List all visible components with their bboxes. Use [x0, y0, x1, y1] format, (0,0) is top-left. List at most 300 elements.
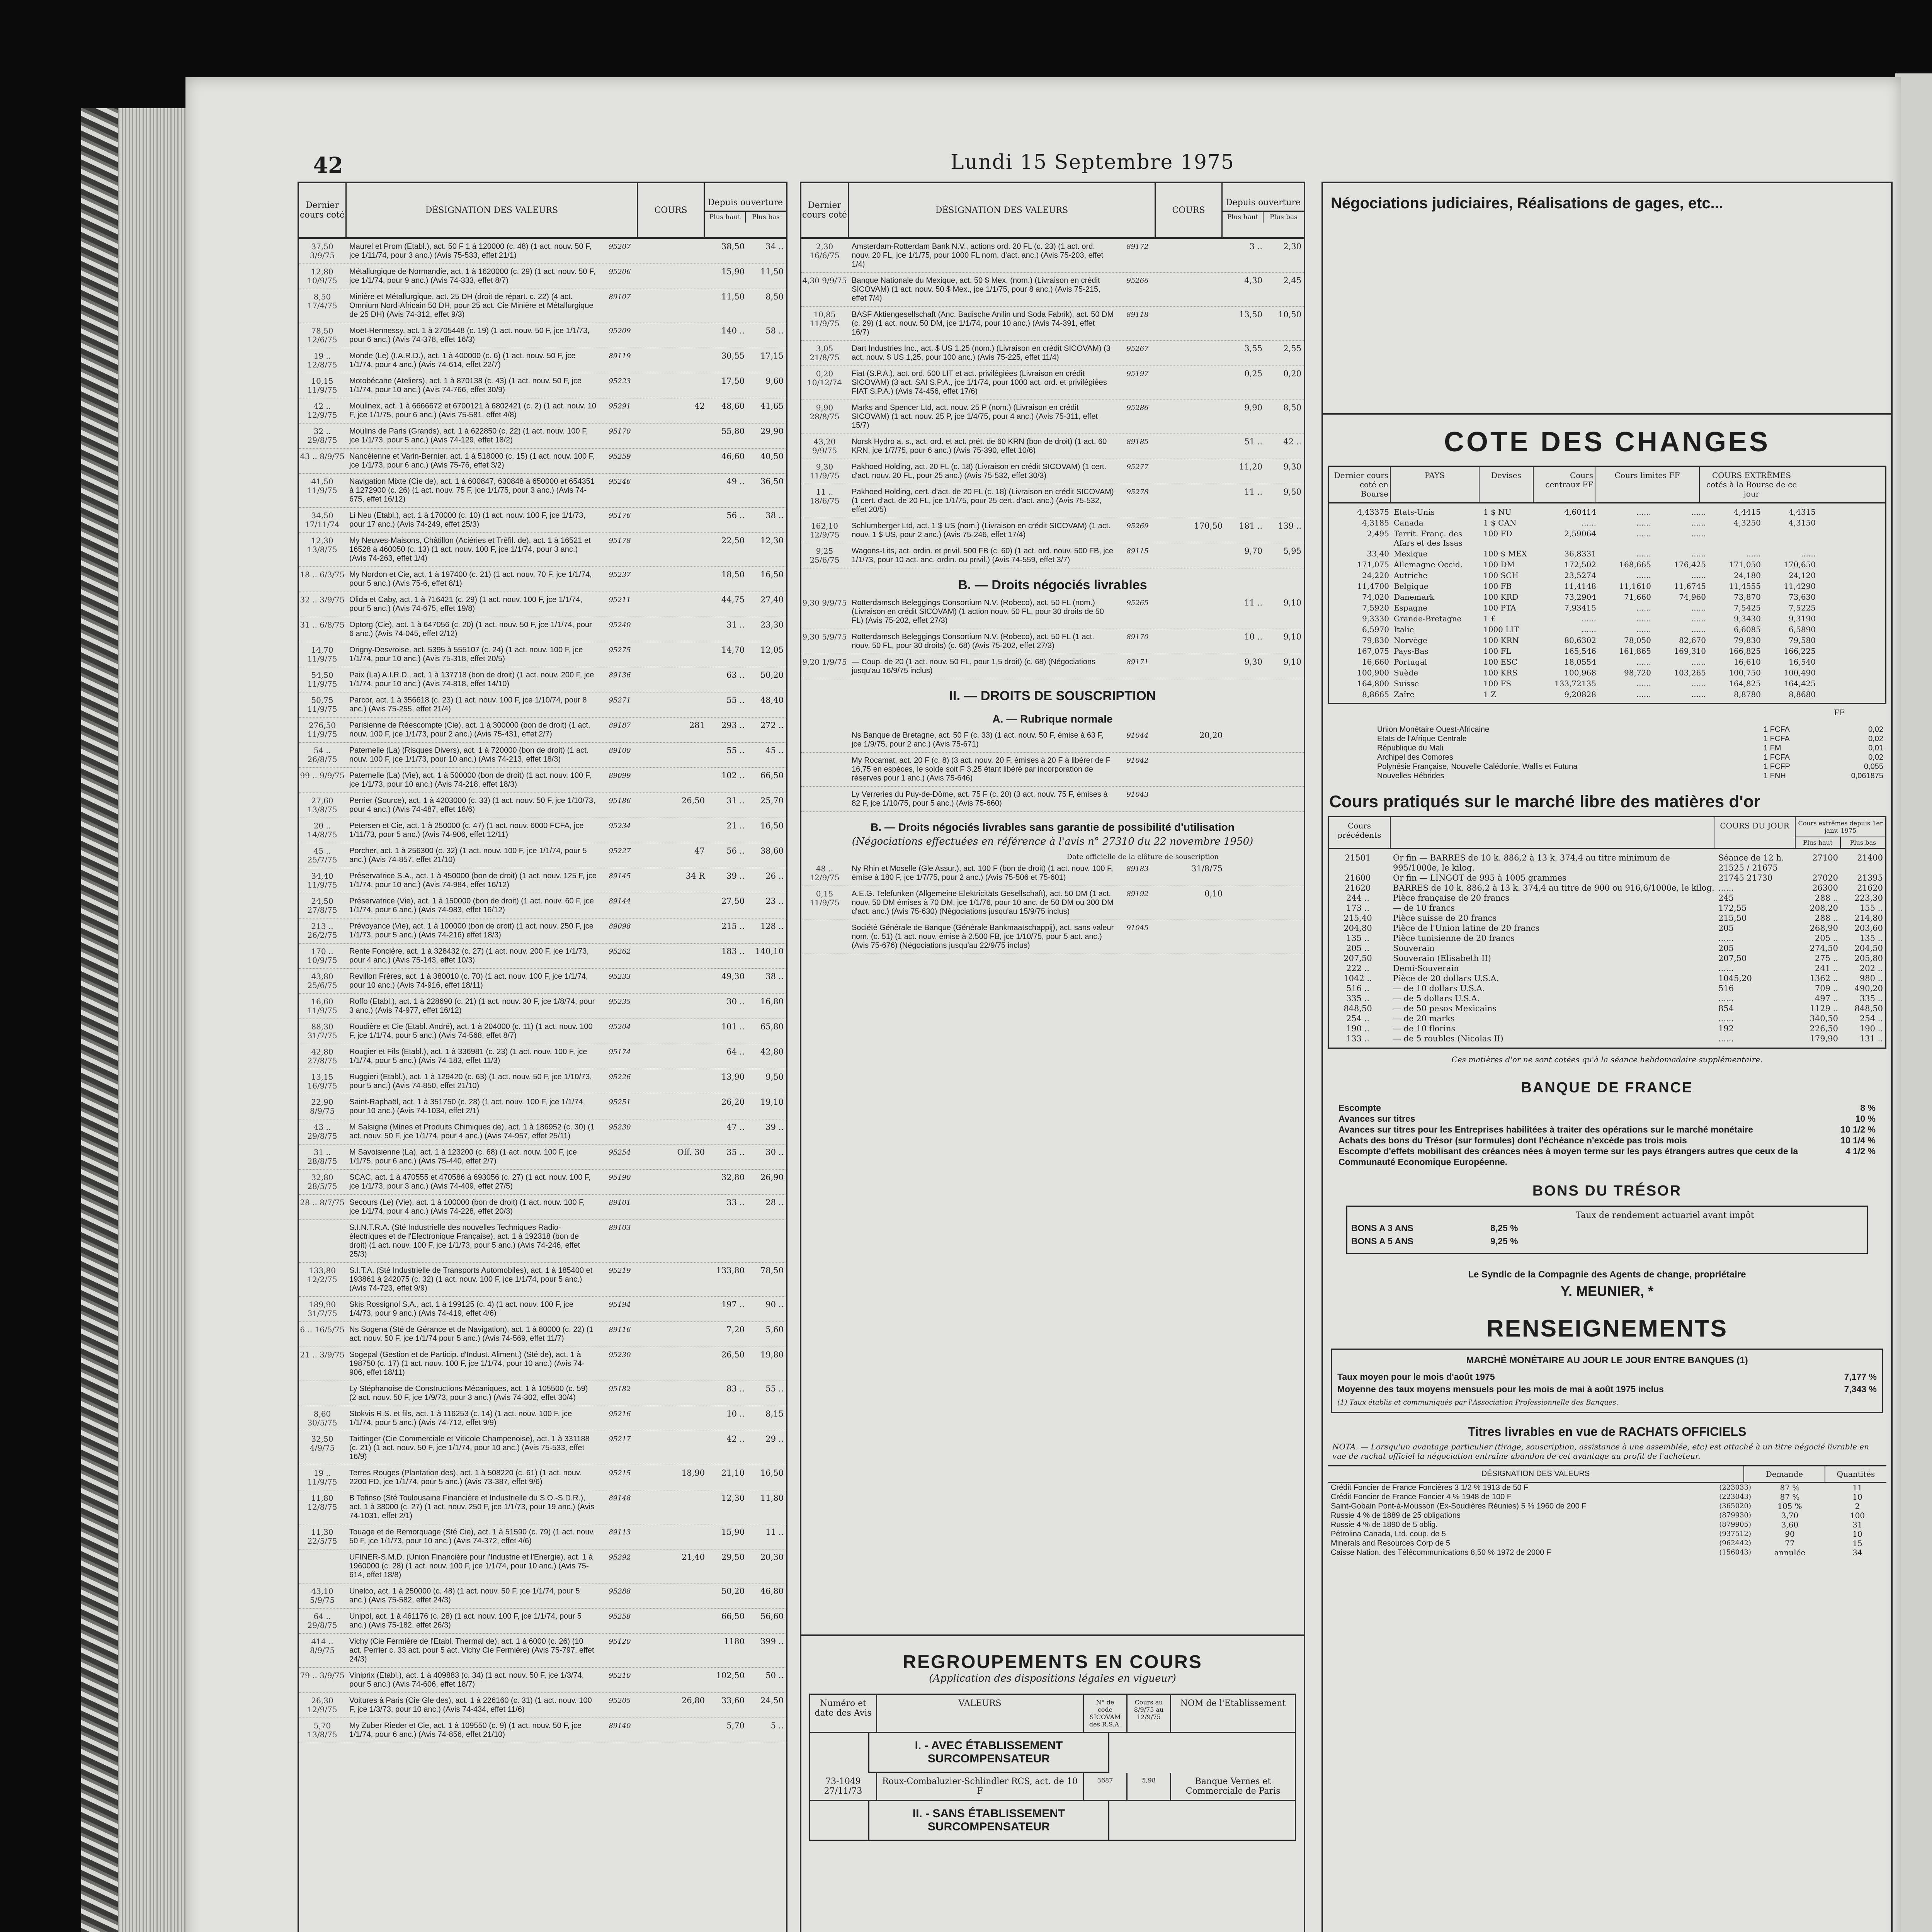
column-b-rows-souscription — [801, 728, 1304, 812]
security-code: 95267 — [1126, 345, 1149, 353]
gold-previous: 205 .. — [1346, 944, 1370, 953]
current-price — [639, 1350, 708, 1377]
table-row — [801, 787, 1304, 812]
last-price-date: 54 .. 26/8/75 — [307, 746, 337, 764]
table-row — [299, 1524, 786, 1549]
cfa-zone: République du Mali — [1377, 744, 1444, 752]
last-price-date: 213 .. 26/2/75 — [307, 922, 337, 940]
last-price-date: 0,20 10/12/74 — [807, 369, 842, 387]
gold-previous: 21600 — [1345, 873, 1371, 883]
bdf-rate-row — [1338, 1124, 1876, 1135]
current-price: 21,40 — [681, 1553, 705, 1562]
low-price: 9,10 — [1283, 598, 1301, 607]
table-row — [299, 1170, 786, 1195]
table-row — [299, 474, 786, 508]
current-price — [639, 377, 708, 395]
changes-limit-high: ...... — [1691, 679, 1706, 688]
low-price: 25,70 — [760, 796, 784, 805]
low-price: 34 .. — [765, 242, 784, 251]
current-price — [639, 267, 708, 285]
security-code: 89187 — [609, 721, 631, 730]
gold-high: 288 .. — [1815, 893, 1838, 903]
high-price: 15,90 — [721, 267, 745, 276]
bdf-rate-value: 10 % — [1855, 1114, 1876, 1124]
current-price — [1157, 310, 1226, 337]
cfa-zone: Nouvelles Hébrides — [1377, 772, 1444, 780]
header-cours: COURS — [638, 183, 705, 237]
high-price: 15,90 — [721, 1527, 745, 1537]
gold-previous: 21501 — [1345, 853, 1371, 862]
gold-low: 21400 — [1857, 853, 1883, 862]
rachat-quantite: 15 — [1852, 1539, 1862, 1548]
changes-row — [1329, 548, 1885, 559]
rachats-rows — [1323, 1483, 1891, 1557]
rachat-quantite: 31 — [1852, 1520, 1862, 1529]
changes-limit-low: ...... — [1636, 529, 1651, 538]
table-row — [801, 459, 1304, 484]
gold-row — [1329, 903, 1885, 913]
last-price-date: 42,80 27/8/75 — [307, 1047, 337, 1065]
table-row — [299, 843, 786, 868]
table-row — [299, 1322, 786, 1347]
security-code: 95275 — [609, 646, 631, 654]
changes-country: Etats-Unis — [1394, 507, 1435, 517]
or-rows — [1329, 849, 1885, 1048]
last-price-date: 64 .. 29/8/75 — [307, 1612, 337, 1630]
rachat-code: (156043) — [1719, 1548, 1751, 1556]
high-price: 9,30 — [1244, 657, 1262, 667]
gold-row — [1329, 933, 1885, 943]
changes-limit-low: ...... — [1636, 625, 1651, 634]
bdf-rate-row — [1338, 1102, 1876, 1113]
last-price-date: 2,30 16/6/75 — [810, 242, 840, 260]
high-price: 49,30 — [721, 972, 745, 981]
low-price: 5,60 — [765, 1325, 784, 1334]
last-price-date: 32 .. 29/8/75 — [307, 427, 337, 445]
current-price — [639, 1721, 708, 1739]
changes-currency: 100 $ MEX — [1483, 549, 1527, 558]
current-price — [1157, 403, 1226, 430]
security-designation: B Tofinso (Sté Toulousaine Financière et Industrielle du S.O.-S.D.R.), act. 1 à 38000 (c. 27) (1 act. nouv. 250 F, jce 1/1/73, pour 19 anc.) (Avis 74-1031, effet 2/1) — [349, 1494, 595, 1520]
rachat-code: (365020) — [1719, 1502, 1751, 1510]
changes-row — [1329, 689, 1885, 700]
changes-limit-low: ...... — [1636, 657, 1651, 667]
last-price-date: 276,50 11/9/75 — [307, 721, 337, 739]
security-code: 89170 — [1126, 633, 1149, 641]
low-price: 16,50 — [760, 1468, 784, 1478]
low-price: 10,50 — [1278, 310, 1301, 319]
rachats-header — [1328, 1465, 1886, 1483]
table-row — [299, 1195, 786, 1220]
security-designation: Voitures à Paris (Cie Gle des), act. 1 à 226160 (c. 31) (1 act. nouv. 100 F, jce 1/3/73, pour 10 anc.) (Avis 74-434, effet 11/6) — [349, 1696, 592, 1714]
rachat-quantite: 100 — [1850, 1511, 1865, 1520]
table-row — [299, 449, 786, 474]
changes-limit-high: ...... — [1691, 507, 1706, 517]
changes-extreme-high: 73,870 — [1734, 592, 1761, 602]
current-price — [639, 452, 708, 470]
changes-country: Suisse — [1394, 679, 1419, 688]
current-price — [639, 1073, 708, 1090]
header-plus-haut: Plus haut — [1223, 212, 1264, 223]
current-price — [639, 646, 708, 663]
high-price: 9,90 — [1244, 403, 1262, 412]
security-code: 95269 — [1126, 522, 1149, 530]
current-price: 47 — [694, 846, 705, 855]
column-a-header — [299, 183, 786, 239]
security-code: 89140 — [609, 1722, 631, 1730]
security-designation: UFINER-S.M.D. (Union Financière pour l'Industrie et l'Energie), act. 1 à 1960000 (c. 28) (1 act. nouv. 100 F, jce 1/1/74, pour 10 anc.) (Avis 75-614, effet 18/8) — [349, 1553, 593, 1579]
changes-extreme-high: 24,180 — [1734, 571, 1761, 580]
low-price: 2,55 — [1283, 344, 1301, 353]
current-price — [639, 477, 708, 504]
cfa-rows — [1377, 725, 1883, 781]
changes-limit-low: 161,865 — [1619, 646, 1651, 656]
table-row — [299, 289, 786, 323]
rachat-demande: 87 % — [1780, 1483, 1800, 1492]
reg-row-nom: Banque Vernes et Commerciale de Paris — [1185, 1777, 1281, 1796]
gold-high: 241 .. — [1815, 964, 1838, 973]
rachat-code: (879930) — [1719, 1511, 1751, 1519]
gold-high: 274,50 — [1810, 944, 1838, 953]
current-price: 0,10 — [1204, 889, 1223, 898]
last-price-date: 189,90 31/7/75 — [307, 1300, 337, 1318]
current-price — [1157, 633, 1226, 650]
gold-low: 214,80 — [1854, 913, 1883, 923]
high-price — [1226, 923, 1265, 950]
changes-last: 4,43375 — [1357, 507, 1389, 517]
column-a-securities — [298, 182, 787, 1932]
changes-central: 4,60414 — [1564, 507, 1596, 517]
low-price: 42,80 — [760, 1047, 784, 1056]
bons-table — [1346, 1206, 1868, 1254]
low-price: 20,30 — [760, 1553, 784, 1562]
changes-central: 100,968 — [1564, 668, 1596, 677]
gold-row — [1329, 1014, 1885, 1024]
gold-high: 288 .. — [1815, 913, 1838, 923]
security-code: 89118 — [1126, 311, 1149, 319]
high-price: 13,50 — [1239, 310, 1262, 319]
rachat-demande: 3,60 — [1781, 1520, 1799, 1529]
rachats-head-demande: Demande — [1744, 1466, 1825, 1482]
changes-last: 74,020 — [1362, 592, 1389, 602]
table-row — [299, 1347, 786, 1381]
bdf-rate-label: Avances sur titres pour les Entreprises habilitées à traiter des opérations sur le marché monétaire — [1338, 1124, 1753, 1134]
table-row — [801, 434, 1304, 459]
current-price — [1157, 547, 1226, 565]
security-code: 95277 — [1126, 463, 1149, 471]
last-price-date: 34,50 17/11/74 — [305, 511, 340, 529]
security-code: 95262 — [609, 947, 631, 956]
last-price-date: 9,30 11/9/75 — [810, 462, 840, 480]
section-droits-sans-garantie: B. — Droits négociés livrables sans garantie de possibilité d'utilisation — [871, 821, 1235, 833]
security-designation: Unelco, act. 1 à 250000 (c. 48) (1 act. nouv. 50 F, jce 1/1/74, pour 5 anc.) (Avis 75-582, effet 24/3) — [349, 1587, 580, 1604]
gold-row — [1329, 943, 1885, 953]
last-price-date: 27,60 13/8/75 — [307, 796, 337, 814]
table-row — [299, 398, 786, 423]
high-price: 48,60 — [721, 401, 745, 411]
gold-item: Demi-Souverain — [1393, 964, 1459, 973]
table-row — [299, 944, 786, 969]
last-price-date: 12,30 13/8/75 — [307, 536, 337, 554]
rachat-row — [1328, 1502, 1886, 1511]
changes-extreme-low: 24,120 — [1789, 571, 1816, 580]
table-row — [299, 567, 786, 592]
changes-extreme-high: ...... — [1746, 549, 1761, 558]
gold-today: 205 — [1718, 944, 1734, 953]
bdf-rate-value: 10 1/2 % — [1840, 1124, 1876, 1134]
security-designation: Vichy (Cie Fermière de l'Etabl. Thermal de), act. 1 à 6000 (c. 26) (10 act. Perrier c. 33 act. pour 5 act. Vichy Cie Fermière) (Avis 75-797, effet 24/3) — [349, 1637, 594, 1663]
current-price — [1157, 242, 1226, 269]
last-price-date: 9,30 5/9/75 — [802, 632, 847, 641]
changes-row — [1329, 517, 1885, 528]
low-price: 5 .. — [770, 1721, 784, 1730]
gold-today: ...... — [1718, 964, 1734, 973]
current-price — [639, 1022, 708, 1040]
current-price: 26,80 — [681, 1696, 705, 1705]
changes-table — [1328, 466, 1886, 704]
banque-de-france-rows — [1323, 1102, 1891, 1167]
security-designation: Rotterdamsch Beleggings Consortium N.V. (Robeco), act. 50 FL (1 act. nouv. 50 FL, pour 30 droits) (c. 68) (Avis 75-202, effet 27/3) — [852, 633, 1094, 650]
low-price: 8,15 — [765, 1409, 784, 1418]
changes-last: 2,495 — [1367, 529, 1389, 538]
high-price: 26,20 — [721, 1097, 745, 1107]
security-code: 95197 — [1126, 370, 1149, 378]
last-price-date: 99 .. 9/9/75 — [300, 771, 345, 780]
current-price — [1157, 923, 1226, 950]
low-price: 23,30 — [760, 620, 784, 629]
security-designation: Fiat (S.P.A.), act. ord. 500 LIT et act. privilégiées (Livraison en crédit SICOVAM) (3 act. SAI S.P.A., jce 1/1/74, pour 1000 act. ord. et privilégiées FIAT S.P.A.) (Avis 74-456, effet 17/6) — [852, 369, 1107, 396]
low-price: 46,80 — [760, 1587, 784, 1596]
last-price-date — [801, 731, 848, 749]
current-price — [639, 570, 708, 588]
high-price: 31 .. — [726, 796, 745, 805]
current-price: 42 — [694, 401, 705, 411]
cfa-zone: Union Monétaire Ouest-Africaine — [1377, 725, 1490, 734]
changes-limit-high: 74,960 — [1679, 592, 1706, 602]
rachat-quantite: 10 — [1852, 1492, 1862, 1502]
table-row — [299, 642, 786, 667]
gold-high: 1129 .. — [1810, 1004, 1838, 1013]
security-designation: Préservatrice (Vie), act. 1 à 150000 (bon de droit) (1 act. nouv. 60 F, jce 1/1/74, pour 6 anc.) (Avis 74-983, effet 16/12) — [349, 897, 594, 914]
gold-item: — de 50 pesos Mexicains — [1393, 1004, 1497, 1013]
security-designation: Préservatrice S.A., act. 1 à 450000 (bon de droit) (1 act. nouv. 125 F, jce 1/1/74, pour 10 anc.) (Avis 74-984, effet 16/12) — [349, 872, 597, 889]
high-price: 181 .. — [1239, 521, 1262, 531]
changes-currency: 100 PTA — [1483, 603, 1516, 612]
last-price-date: 3,05 21/8/75 — [810, 344, 840, 362]
gold-low: 203,60 — [1854, 923, 1883, 933]
current-price — [639, 293, 708, 319]
low-price: 56,60 — [760, 1612, 784, 1621]
cfa-value: 0,02 — [1868, 725, 1883, 734]
gold-low: 980 .. — [1859, 974, 1883, 983]
negociations-blank-area — [1323, 212, 1891, 415]
marche-value: 7,177 % — [1844, 1372, 1877, 1382]
current-price — [1157, 276, 1226, 303]
last-price-date — [299, 1553, 345, 1580]
changes-row — [1329, 613, 1885, 624]
table-row — [299, 1609, 786, 1634]
column-b-rows-droits — [801, 595, 1304, 679]
gold-low: 135 .. — [1859, 934, 1883, 943]
bons-value: 9,25 % — [1490, 1236, 1518, 1246]
current-price — [639, 511, 708, 529]
regroupements-title: REGROUPEMENTS EN COURS — [903, 1652, 1202, 1672]
gold-low: 335 .. — [1859, 994, 1883, 1003]
changes-extreme-low: 4,4315 — [1789, 507, 1816, 517]
security-designation: Norsk Hydro a. s., act. ord. et act. prét. de 60 KRN (bon de droit) (1 act. 60 KRN, jce 1/7/75, pour 6 anc.) (Avis 75-390, effet 10/6) — [852, 437, 1107, 455]
low-price: 9,50 — [765, 1072, 784, 1082]
last-price-date: 32,50 4/9/75 — [310, 1434, 335, 1452]
gold-today: ...... — [1718, 994, 1734, 1003]
rachat-code: (223033) — [1719, 1483, 1751, 1492]
regroupements-section — [801, 1634, 1304, 1932]
changes-extreme-high — [1708, 528, 1763, 548]
bdf-rate-row — [1338, 1135, 1876, 1146]
last-price-date: 43 .. 29/8/75 — [307, 1122, 337, 1141]
header-dernier-cours: Dernier cours coté — [801, 183, 849, 237]
marche-value: 7,343 % — [1844, 1384, 1877, 1394]
gold-row — [1329, 923, 1885, 933]
security-code: 89119 — [609, 352, 631, 360]
low-price — [1265, 790, 1304, 808]
changes-central: 36,8331 — [1564, 549, 1596, 558]
security-code: 95271 — [609, 696, 631, 704]
last-price-date: 12,80 10/9/75 — [307, 267, 337, 285]
table-row — [299, 592, 786, 617]
changes-limit-low: ...... — [1636, 571, 1651, 580]
gold-high: 226,50 — [1810, 1024, 1838, 1033]
current-price — [1157, 756, 1226, 783]
gold-today: 21745 21730 — [1718, 873, 1773, 883]
high-price: 46,60 — [721, 452, 745, 461]
current-price — [639, 242, 708, 260]
security-designation: Olida et Caby, act. 1 à 716421 (c. 29) (1 act. nouv. 100 F, jce 1/1/74, pour 5 anc.) (Avis 74-675, effet 19/8) — [349, 595, 582, 613]
last-price-date: 41,50 11/9/75 — [307, 477, 337, 495]
last-price-date: 18 .. 6/3/75 — [300, 570, 345, 579]
current-price — [639, 947, 708, 965]
security-designation: Origny-Desvroise, act. 5395 à 555107 (c. 24) (1 act. nouv. 100 F, jce 1/1/74, pour 10 anc.) (Avis 75-318, effet 20/5) — [349, 646, 583, 663]
changes-extreme-low: 166,225 — [1784, 646, 1816, 656]
changes-currency: 1 £ — [1483, 614, 1496, 623]
gold-high: 205 .. — [1815, 934, 1838, 943]
changes-central: 2,59064 — [1564, 529, 1596, 538]
changes-country: Espagne — [1394, 603, 1428, 612]
banque-de-france-title: BANQUE DE FRANCE — [1521, 1080, 1693, 1096]
cfa-zone: Etats de l'Afrique Centrale — [1377, 735, 1467, 743]
last-price-date: 6 .. 16/5/75 — [300, 1325, 345, 1334]
changes-extreme-low: 8,8680 — [1789, 690, 1816, 699]
high-price: 1180 — [724, 1637, 745, 1646]
high-price: 64 .. — [726, 1047, 745, 1056]
low-price: 9,30 — [1283, 462, 1301, 471]
current-price — [639, 771, 708, 789]
rachat-quantite: 10 — [1852, 1529, 1862, 1539]
gold-previous: 215,40 — [1344, 913, 1372, 923]
high-price — [708, 1223, 747, 1259]
security-designation: S.I.T.A. (Sté Industrielle de Transports Automobiles), act. 1 à 185400 et 193861 à 242075 (c. 32) (1 act. nouv. 100 F, jce 1/1/74, pour 5 anc.) (Avis 74-723, effet 9/9) — [349, 1266, 593, 1293]
changes-central: 133,72135 — [1554, 679, 1596, 688]
low-price: 40,50 — [760, 452, 784, 461]
rachat-designation: Crédit Foncier de France Foncières 3 1/2 % 1913 de 50 F — [1331, 1483, 1529, 1492]
changes-row — [1329, 602, 1885, 613]
current-price — [1157, 437, 1226, 455]
security-code: 95233 — [609, 973, 631, 981]
current-price — [1157, 344, 1226, 362]
security-code: 89101 — [609, 1199, 631, 1207]
gold-item: — de 10 florins — [1393, 1024, 1456, 1033]
table-row — [299, 1263, 786, 1297]
gold-item: — de 5 dollars U.S.A. — [1393, 994, 1480, 1003]
rachat-designation: Russie 4 % de 1889 de 25 obligations — [1331, 1511, 1461, 1520]
marche-rows — [1337, 1371, 1877, 1395]
security-code: 89148 — [609, 1494, 631, 1502]
gold-low: 204,50 — [1854, 944, 1883, 953]
high-price: 33 .. — [726, 1198, 745, 1207]
table-row — [299, 818, 786, 843]
changes-currency: 1 $ NU — [1483, 507, 1512, 517]
changes-limit-low: 98,720 — [1624, 668, 1651, 677]
cfa-zone: Polynésie Française, Nouvelle Calédonie, Wallis et Futuna — [1377, 762, 1578, 771]
table-row — [801, 484, 1304, 518]
header-designation: DÉSIGNATION DES VALEURS — [347, 183, 638, 237]
security-code: 95288 — [609, 1587, 631, 1595]
changes-limit-low: ...... — [1636, 603, 1651, 612]
security-code: 95174 — [609, 1048, 631, 1056]
table-row — [299, 768, 786, 793]
last-price-date: 19 .. 11/9/75 — [307, 1468, 337, 1486]
changes-central: 9,20828 — [1564, 690, 1596, 699]
security-code: 89185 — [1126, 438, 1149, 446]
security-code: 91045 — [1126, 924, 1149, 932]
current-price — [639, 696, 708, 714]
high-price: 55 .. — [726, 696, 745, 705]
gold-previous: 204,80 — [1344, 923, 1372, 933]
gold-previous: 135 .. — [1346, 934, 1370, 943]
bdf-rate-value: 10 1/4 % — [1840, 1135, 1876, 1145]
rachat-code: (879905) — [1719, 1520, 1751, 1529]
bons-row — [1351, 1223, 1863, 1233]
changes-row — [1329, 635, 1885, 646]
table-row — [299, 1693, 786, 1718]
security-code: 89103 — [609, 1224, 631, 1232]
security-code: 95226 — [609, 1073, 631, 1081]
security-code: 95205 — [609, 1697, 631, 1705]
cfa-unit: 1 FCFA — [1764, 735, 1790, 743]
changes-currency: 100 FL — [1483, 646, 1511, 656]
changes-last: 16,660 — [1362, 657, 1389, 667]
security-designation: Pakhoed Holding, cert. d'act. de 20 FL (c. 18) (Livraison en crédit SICOVAM) (1 cert. d'act. de 20 FL, jce 1/1/75, pour 25 cert. d'act. anc.) (Avis 75-532, effet 20/5) — [852, 488, 1114, 514]
or-head-precedents: Cours précédents — [1329, 817, 1391, 848]
bdf-rate-row — [1338, 1113, 1876, 1124]
changes-extreme-low: 170,650 — [1784, 560, 1816, 569]
rachat-code: (937512) — [1719, 1530, 1751, 1538]
security-code: 95217 — [609, 1435, 631, 1443]
table-row — [801, 400, 1304, 434]
current-price — [1157, 488, 1226, 514]
low-price: 5,95 — [1283, 546, 1301, 556]
bdf-rate-label: Escompte — [1338, 1103, 1381, 1113]
security-code: 95292 — [609, 1553, 631, 1561]
security-code: 95230 — [609, 1123, 631, 1131]
high-price: 32,80 — [721, 1173, 745, 1182]
security-code: 95215 — [609, 1469, 631, 1477]
changes-extreme-low: 16,540 — [1789, 657, 1816, 667]
changes-central: 80,6302 — [1564, 636, 1596, 645]
high-price: 26,50 — [721, 1350, 745, 1359]
cfa-row — [1377, 734, 1883, 743]
gold-today: 207,50 — [1718, 954, 1747, 963]
gold-previous: 207,50 — [1344, 954, 1372, 963]
